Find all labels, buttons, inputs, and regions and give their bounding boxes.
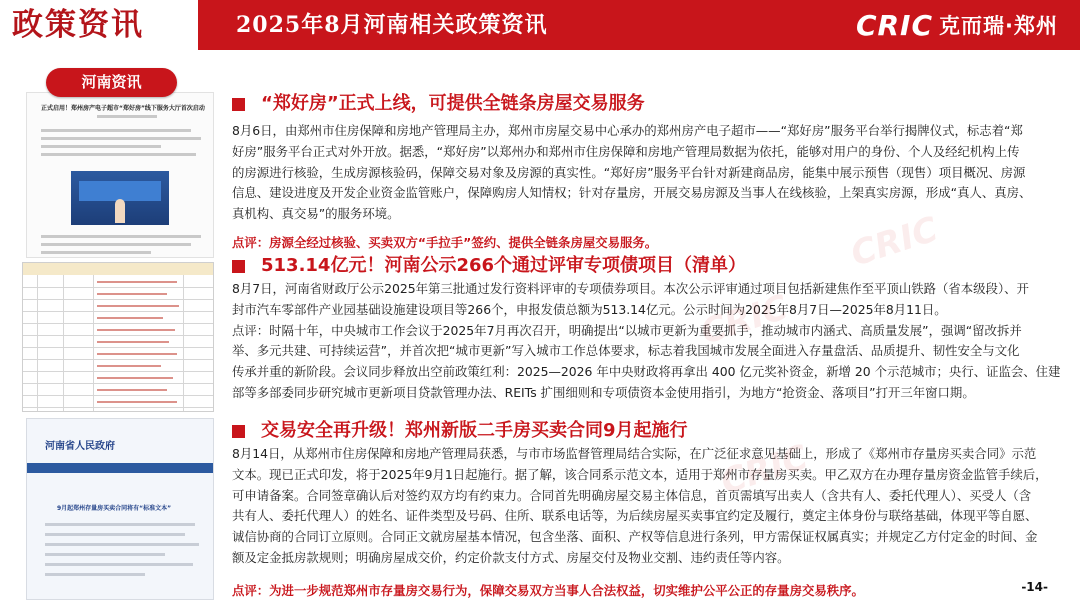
bullet-square-icon [232, 260, 245, 273]
brand-watermark: CRIC [695, 287, 793, 353]
article-1-heading: “郑好房”正式上线，可提供全链条房屋交易服务 [232, 92, 645, 116]
gov-article-title: 9月起郑州存量房买卖合同将有“标准文本” [57, 505, 172, 512]
brand-name: 克而瑞·郑州 [939, 14, 1058, 38]
article-1-comment: 点评：房源全经过核验、买卖双方“手拉手”签约、提供全链条房屋交易服务。 [232, 235, 658, 250]
bullet-square-icon [232, 425, 245, 438]
text-line [41, 153, 196, 156]
brand-logo [856, 6, 1058, 44]
brand-logo-text: CRIC [855, 8, 934, 42]
page-title: 2025年8月河南相关政策资讯 [236, 12, 548, 38]
article-2-body: 8月7日，河南省财政厅公示2025年第三批通过发行资料评审的专项债券项目。本次公示评审通过项目包括新建焦作至平顶山铁路（省本级段）、开 封市汽车零部件产业园基础设施建设项目等266个，申报发债总额为513.14亿元。公示时间为2025年8月7日—2025年8月11日。 点评：时隔十年，中央城市工作会议于2025年7月再次召开，明确提出“以城市更新为重要抓手，推动城市内涵式、高质量发展”，强调“留改拆并 举、多元共建、可持续运营”，并首次把“城市更新”写入城市工作总体要求，标志着我国城市发展全面进入存量盘活、品质提升、韧性安全与文化 传承并重的新阶段。会议同步释放出空前政策红利：2025—2026 年中央财政将再拿出 400 亿元奖补资金，新增 20 个示范城市；央行、证监会、住建 部等多部委同步研究城市更新项目贷款管理办法、REITs 扩围细则和专项债资本金使用指引，为地方“抢资金、落项目”打开三年窗口期。 [232, 281, 1061, 400]
news-screenshot-thumbnail-1 [26, 92, 214, 258]
text-line [41, 137, 201, 140]
text-line [41, 145, 161, 148]
news-category-tag: 河南资讯 [46, 68, 177, 97]
text-line [97, 115, 157, 118]
brand-watermark: CRIC [715, 437, 813, 503]
gov-website-thumbnail [26, 418, 214, 600]
article-3-body: 8月14日，从郑州市住房保障和房地产管理局获悉，与市市场监督管理局结合实际，在广泛征求意见基础上，形成了《郑州市存量房买卖合同》示范 文本。现已正式印发，将于2025年9月1日起施行。据了解，该合同系示范文本，适用于郑州市存量房买卖。甲乙双方在办理存量房资金监管手续后， 可申请备案。合同签章确认后对签约双方均有约束力。合同首先明确房屋交易主体信息，首页需填写出卖人（含共有人、委托代理人）、买受人（含 共有人、委托代理人）的姓名、证件类型及号码、住所、联系电话等，为后续房屋买卖事宜约定及履行，奠定主体身份与联络基础，体现平等自愿、 诚信协商的合同订立原则。合同正文就房屋基本情况，包含坐落、面积、产权等信息进行条列，甲方需保证权属真实；并规定乙方付定金的时间、金 额及定金抵房款规则；明确房屋成交价，约定价款支付方式、房屋交付及物业交割、违约责任等内容。 [232, 446, 1048, 565]
text-line [41, 251, 151, 254]
gov-nav-bar [27, 463, 213, 473]
page-number: -14- [1021, 580, 1048, 594]
article-3-heading: 交易安全再升级！郑州新版二手房买卖合同9月起施行 [232, 419, 688, 443]
section-title: 政策资讯 [12, 7, 144, 43]
article-3-comment: 点评：为进一步规范郑州市存量房交易行为，保障交易双方当事人合法权益，切实维护公平公正的存量房交易秩序。 [232, 583, 864, 598]
text-line [41, 235, 201, 238]
article-1-body: 8月6日，由郑州市住房保障和房地产管理局主办，郑州市房屋交易中心承办的郑州房产电子超市——“郑好房”服务平台举行揭牌仪式，标志着“郑 好房”服务平台正式对外开放。据悉，“郑好房”以郑州办和郑州市住房保障和房地产管理局数据为依托，能够对用户的身份、个人及经纪机构上传 的房源进行核验，生成房源核验码，保障交易对象及房源的真实性。“郑好房”服务平台针对新建商品房，能集中展示预售（现售）项目概况、房源 信息、建设进度及开发企业资金监管账户，保障购房人知情权；针对存量房，开展交易房源及当事人在线核验，上架真实房源，形成“真人、真房、 真机构、真交易”的服务环境。 [232, 123, 1032, 222]
event-photo [71, 171, 169, 225]
thumbnail-title: 正式启用！郑州房产电子超市“郑好房”线下服务大厅首次启动 [41, 105, 205, 112]
text-line [41, 243, 191, 246]
bullet-square-icon [232, 98, 245, 111]
gov-site-name: 河南省人民政府 [45, 441, 115, 452]
brand-watermark: CRIC [845, 209, 943, 275]
project-list-table-thumbnail [22, 262, 214, 412]
text-line [41, 129, 191, 132]
article-2-heading: 513.14亿元！河南公示266个通过评审专项债项目（清单） [232, 254, 746, 278]
